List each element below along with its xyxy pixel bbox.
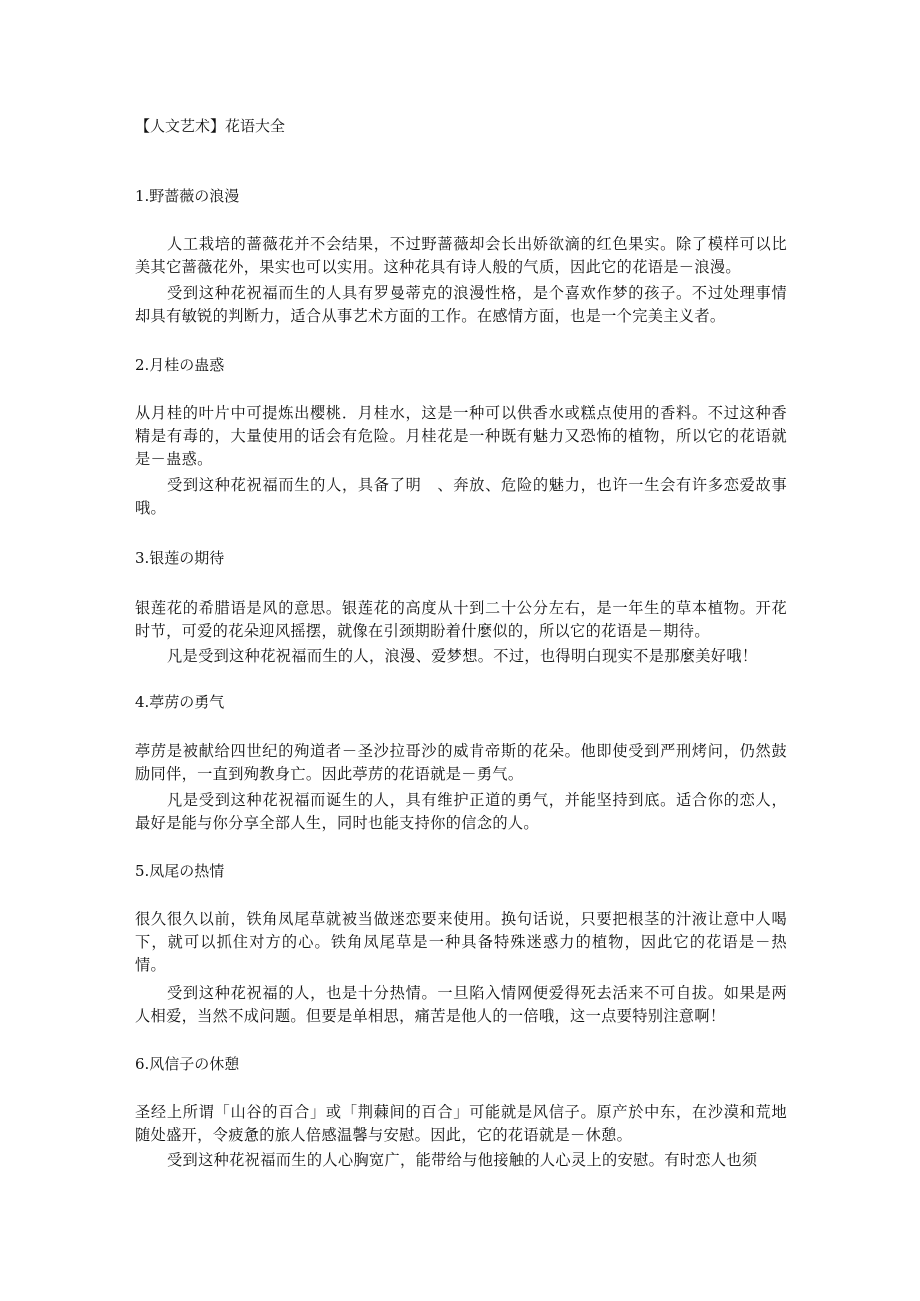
paragraph: 银莲花的希腊语是风的意思。银莲花的高度从十到二十公分左右，是一年生的草本植物。开花时节，可爱的花朵迎风摇摆，就像在引颈期盼着什麼似的，所以它的花语是－期待。	[135, 599, 787, 640]
section-heading: 4.葶苈の勇气	[135, 693, 225, 711]
paragraph: 葶苈是被献给四世纪的殉道者－圣沙拉哥沙的威肯帝斯的花朵。他即使受到严刑烤问，仍然鼓励同伴，一直到殉教身亡。因此葶苈的花语就是－勇气。	[135, 742, 787, 783]
paragraph: 受到这种花祝福的人，也是十分热情。一旦陷入情网便爱得死去活来不可自拔。如果是两人相爱，当然不成问题。但要是单相思，痛苦是他人的一倍哦，这一点要特别注意啊！	[135, 984, 787, 1025]
paragraph: 受到这种花祝福而生的人具有罗曼蒂克的浪漫性格，是个喜欢作梦的孩子。不过处理事情却具有敏锐的判断力，适合从事艺术方面的工作。在感情方面，也是一个完美主义者。	[135, 284, 787, 325]
paragraph: 凡是受到这种花祝福而诞生的人，具有维护正道的勇气，并能坚持到底。适合你的恋人，最好是能与你分享全部人生，同时也能支持你的信念的人。	[135, 791, 787, 832]
document-title: 【人文艺术】花语大全	[135, 117, 286, 135]
paragraph: 圣经上所谓「山谷的百合」或「荆蕀间的百合」可能就是风信子。原产於中东，在沙漠和荒地随处盛开，令疲惫的旅人倍感温馨与安慰。因此，它的花语就是－休憩。	[135, 1103, 787, 1144]
section-heading: 6.风信子の休憩	[135, 1055, 240, 1073]
section-heading: 2.月桂の蛊惑	[135, 356, 225, 374]
paragraph: 人工栽培的蔷薇花并不会结果，不过野蔷薇却会长出娇欲滴的红色果实。除了模样可以比美其它蔷薇花外，果实也可以实用。这种花具有诗人般的气质，因此它的花语是－浪漫。	[135, 235, 787, 276]
paragraph: 凡是受到这种花祝福而生的人，浪漫、爱梦想。不过，也得明白现实不是那麼美好哦！	[167, 647, 758, 665]
section-heading: 1.野蔷薇の浪漫	[135, 187, 240, 205]
paragraph: 从月桂的叶片中可提炼出樱桃．月桂水，这是一种可以供香水或糕点使用的香料。不过这种香精是有毒的，大量使用的话会有危险。月桂花是一种既有魅力又恐怖的植物，所以它的花语就是－蛊惑。	[135, 404, 787, 468]
section-heading: 3.银莲の期待	[135, 549, 225, 567]
section-heading: 5.凤尾の热情	[135, 862, 225, 880]
paragraph: 受到这种花祝福而生的人心胸宽广，能带给与他接触的人心灵上的安慰。有时恋人也须	[167, 1151, 758, 1169]
paragraph: 受到这种花祝福而生的人，具备了明 、奔放、危险的魅力，也许一生会有许多恋爱故事哦。	[135, 476, 787, 517]
paragraph: 很久很久以前，铁角凤尾草就被当做迷恋要来使用。换句话说，只要把根茎的汁液让意中人喝下，就可以抓住对方的心。铁角凤尾草是一种具备特殊迷惑力的植物，因此它的花语是－热情。	[135, 910, 787, 974]
